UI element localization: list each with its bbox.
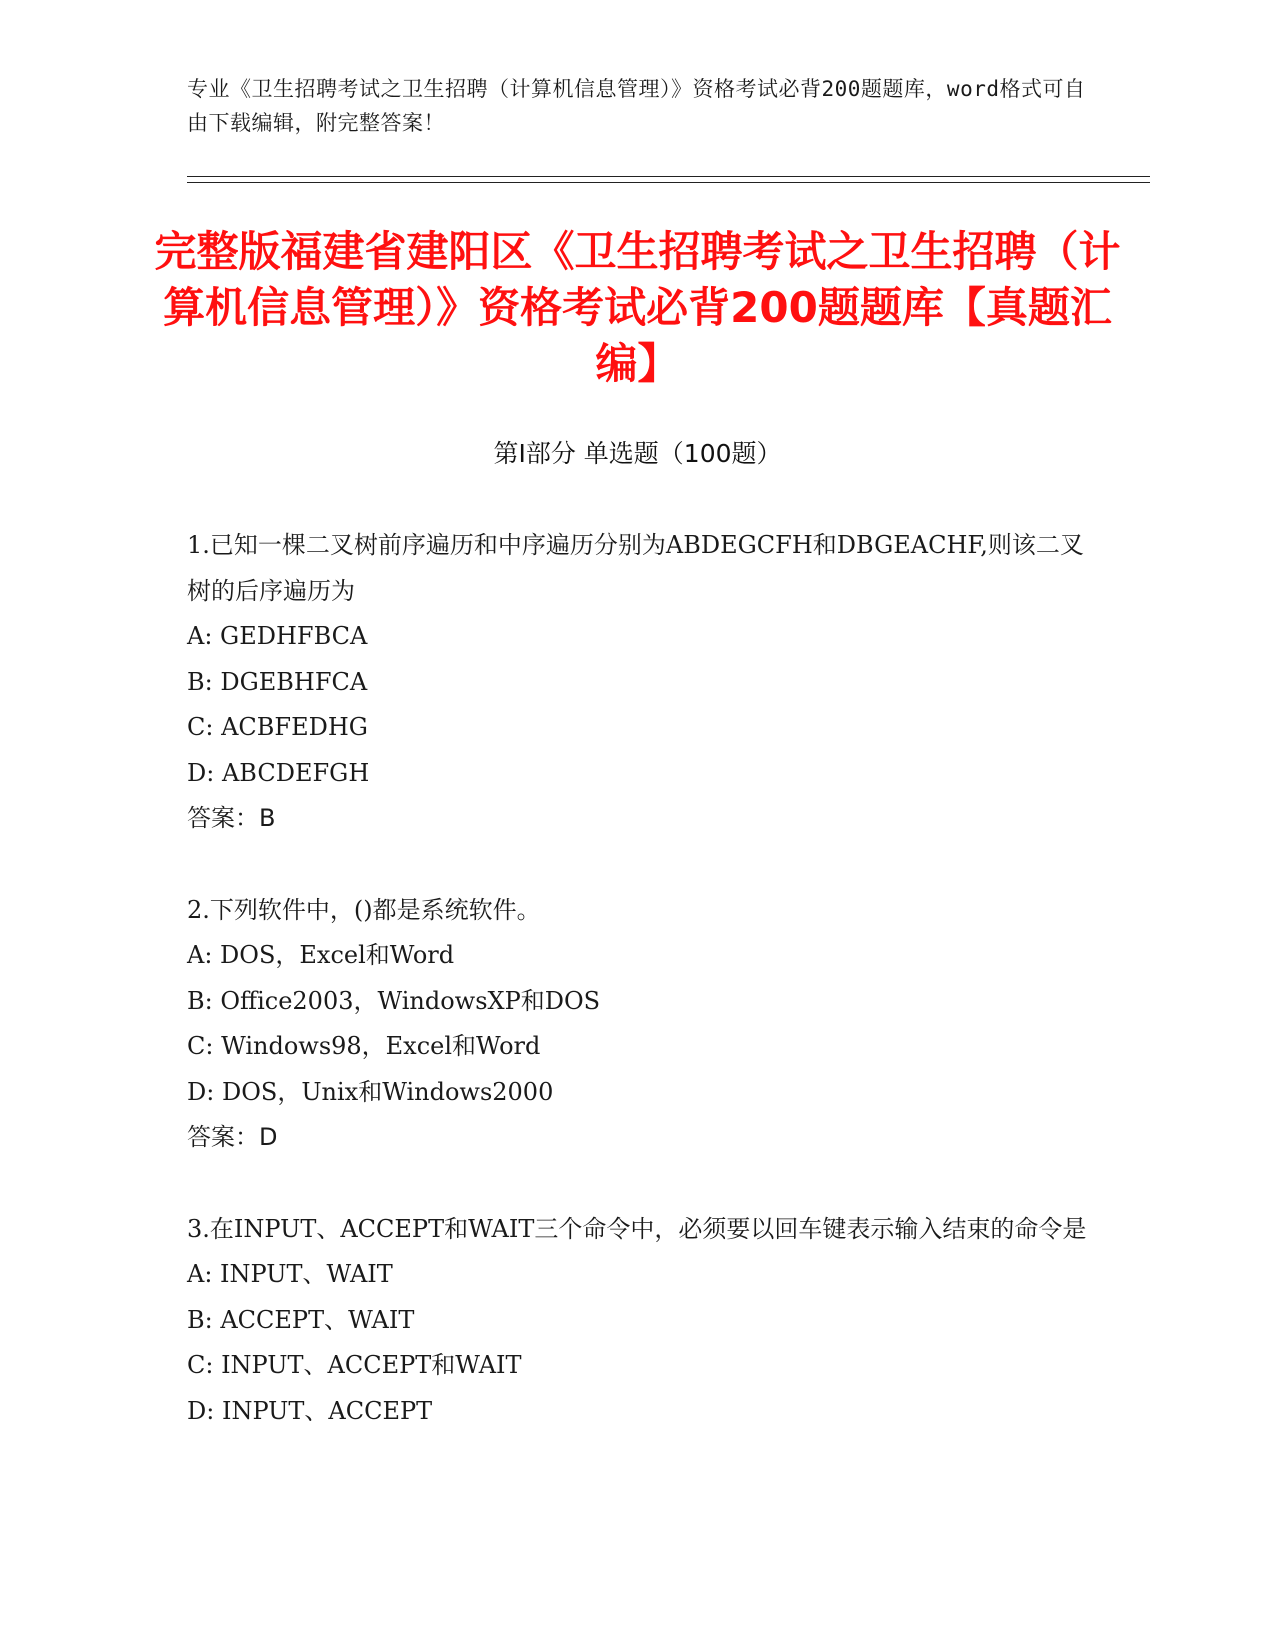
option-a: A: GEDHFBCA <box>187 622 368 650</box>
question-text: 3.在INPUT、ACCEPT和WAIT三个命令中，必须要以回车键表示输入结束的命令是 <box>187 1214 1087 1243</box>
option-b: B: DGEBHFCA <box>187 667 368 696</box>
question-2 <box>187 888 1087 1161</box>
question-3 <box>187 1207 1087 1435</box>
option-b: B: ACCEPT、WAIT <box>187 1305 415 1334</box>
question-text: 1.已知一棵二叉树前序遍历和中序遍历分别为ABDEGCFH和DBGEACHF,则该二叉树的后序遍历为 <box>187 531 1084 605</box>
header-divider-bottom <box>187 182 1150 183</box>
option-d: D: INPUT、ACCEPT <box>187 1396 433 1425</box>
option-a: A: INPUT、WAIT <box>187 1260 393 1288</box>
header-note: 专业《卫生招聘考试之卫生招聘（计算机信息管理）》资格考试必背200题题库，word格式可自由下载编辑，附完整答案！ <box>187 77 1086 135</box>
document-title: 完整版福建省建阳区《卫生招聘考试之卫生招聘（计算机信息管理）》资格考试必背200题题库【真题汇编】 <box>154 227 1121 388</box>
section-title: 第Ⅰ部分 单选题（100题） <box>493 439 782 468</box>
answer: 答案：B <box>187 804 276 832</box>
question-text: 2.下列软件中，()都是系统软件。 <box>187 895 541 924</box>
option-c: C: Windows98，Excel和Word <box>187 1032 541 1060</box>
option-a: A: DOS，Excel和Word <box>187 941 455 969</box>
option-c: C: INPUT、ACCEPT和WAIT <box>187 1351 522 1379</box>
answer: 答案：D <box>187 1123 278 1151</box>
question-list <box>187 523 1087 1480</box>
option-b: B: Office2003，WindowsXP和DOS <box>187 986 601 1015</box>
header-divider-top <box>187 176 1150 177</box>
option-d: D: DOS，Unix和Windows2000 <box>187 1077 554 1106</box>
question-1 <box>187 523 1087 842</box>
option-c: C: ACBFEDHG <box>187 713 368 741</box>
option-d: D: ABCDEFGH <box>187 758 370 787</box>
